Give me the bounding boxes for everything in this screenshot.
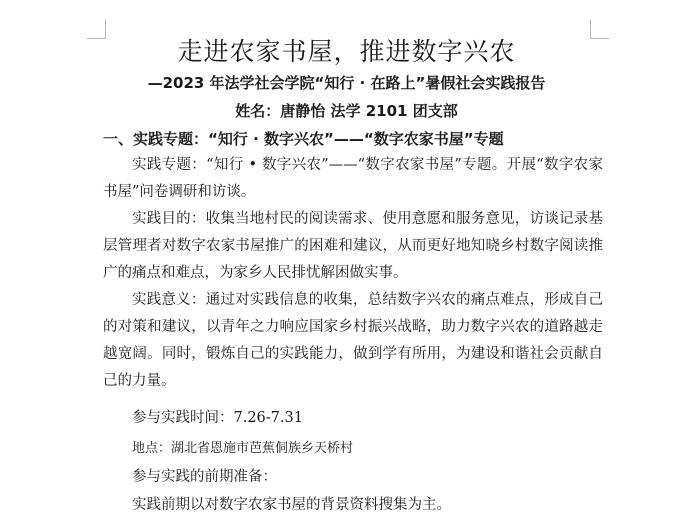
practice-time: 参与实践时间：7.26-7.31: [132, 410, 303, 426]
paragraph-purpose: 实践目的：收集当地村民的阅读需求、使用意愿和服务意见，访谈记录基层管理者对数字农家书屋推广的困难和建议，从而更好地知晓乡村数字阅读推广的痛点和难点，为家乡人民排忧解困做实事。: [103, 211, 603, 281]
preparation-heading: 参与实践的前期准备：: [132, 469, 277, 485]
document-title: 走进农家书屋，推进数字兴农: [177, 37, 516, 66]
practice-location: 地点：湖北省恩施市芭蕉侗族乡天桥村: [132, 441, 354, 456]
preparation-detail: 实践前期以对数字农家书屋的背景资料搜集为主。: [132, 497, 451, 513]
paragraph-significance: 实践意义：通过对实践信息的收集，总结数字兴农的痛点难点，形成自己的对策和建议，以青年之力响应国家乡村振兴战略，助力数字兴农的道路越走越宽阔。同时，锻炼自己的实践能力，做到学有所用，为建设和谐社会贡献自己的力量。: [103, 292, 603, 389]
paragraph-topic: 实践专题：“知行 • 数字兴农”——“数字农家书屋”专题。开展“数字农家书屋”问卷调研和访谈。: [103, 157, 603, 200]
author-line: 姓名：唐静怡 法学 2101 团支部: [235, 102, 458, 120]
document-subtitle: —2023 年法学社会学院“知行 · 在路上”暑假社会实践报告: [147, 74, 546, 92]
section-heading: 一、实践专题：“知行 · 数字兴农”——“数字农家书屋”专题: [103, 130, 504, 148]
